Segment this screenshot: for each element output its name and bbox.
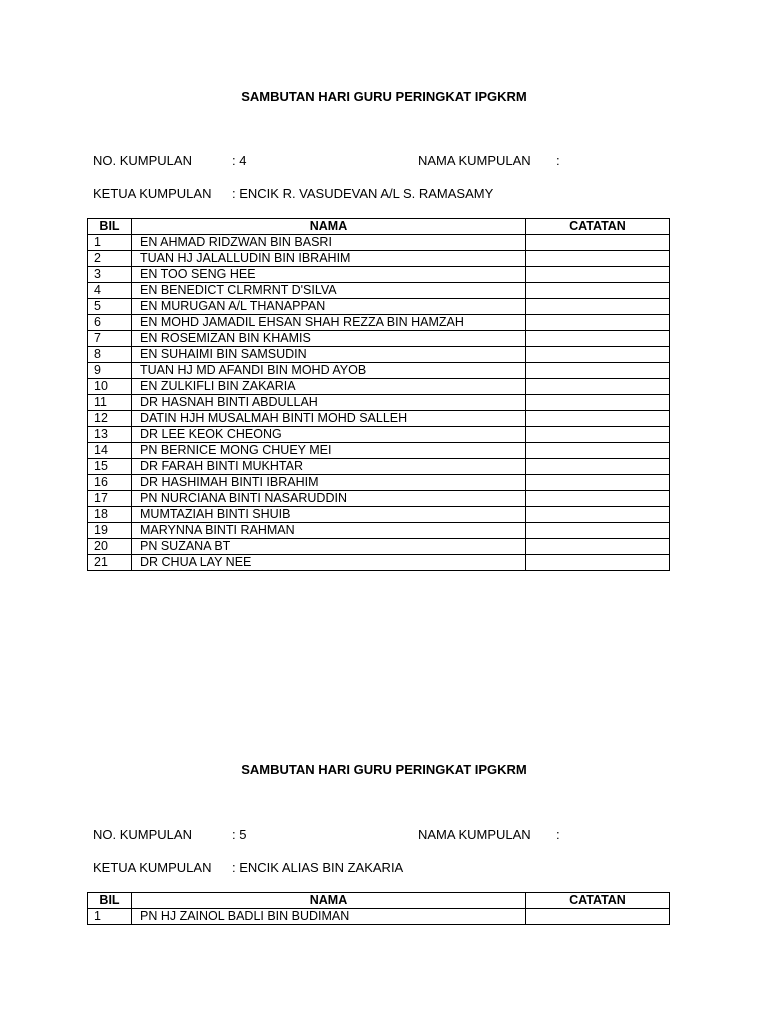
column-header-nama: NAMA xyxy=(132,893,526,909)
cell-nama: DR LEE KEOK CHEONG xyxy=(132,427,526,443)
cell-bil: 21 xyxy=(88,555,132,571)
cell-bil: 18 xyxy=(88,507,132,523)
cell-nama: TUAN HJ JALALLUDIN BIN IBRAHIM xyxy=(132,251,526,267)
cell-bil: 10 xyxy=(88,379,132,395)
table-row xyxy=(88,363,670,379)
table-row xyxy=(88,395,670,411)
ketua-kumpulan-label: KETUA KUMPULAN xyxy=(93,186,212,201)
table-row xyxy=(88,347,670,363)
cell-catatan xyxy=(526,347,670,363)
cell-bil: 15 xyxy=(88,459,132,475)
cell-nama: MARYNNA BINTI RAHMAN xyxy=(132,523,526,539)
cell-catatan xyxy=(526,315,670,331)
ketua-kumpulan-value: : ENCIK R. VASUDEVAN A/L S. RAMASAMY xyxy=(232,186,494,201)
table-row xyxy=(88,491,670,507)
cell-nama: MUMTAZIAH BINTI SHUIB xyxy=(132,507,526,523)
nama-kumpulan-value: : xyxy=(556,827,560,842)
table-header-row xyxy=(88,893,670,909)
ketua-kumpulan-label: KETUA KUMPULAN xyxy=(93,860,212,875)
table-row xyxy=(88,235,670,251)
cell-bil: 20 xyxy=(88,539,132,555)
cell-catatan xyxy=(526,411,670,427)
cell-nama: DATIN HJH MUSALMAH BINTI MOHD SALLEH xyxy=(132,411,526,427)
cell-bil: 13 xyxy=(88,427,132,443)
cell-nama: EN ZULKIFLI BIN ZAKARIA xyxy=(132,379,526,395)
cell-nama: EN TOO SENG HEE xyxy=(132,267,526,283)
cell-bil: 6 xyxy=(88,315,132,331)
no-kumpulan-label: NO. KUMPULAN xyxy=(93,827,192,842)
cell-bil: 3 xyxy=(88,267,132,283)
column-header-nama: NAMA xyxy=(132,219,526,235)
cell-catatan xyxy=(526,491,670,507)
cell-catatan xyxy=(526,459,670,475)
cell-catatan xyxy=(526,395,670,411)
cell-bil: 4 xyxy=(88,283,132,299)
column-header-bil: BIL xyxy=(88,893,132,909)
table-row xyxy=(88,459,670,475)
cell-bil: 16 xyxy=(88,475,132,491)
cell-catatan xyxy=(526,909,670,925)
cell-catatan xyxy=(526,507,670,523)
no-kumpulan-value: : 4 xyxy=(232,153,247,168)
column-header-catatan: CATATAN xyxy=(526,893,670,909)
cell-nama: DR CHUA LAY NEE xyxy=(132,555,526,571)
cell-nama: PN SUZANA BT xyxy=(132,539,526,555)
cell-catatan xyxy=(526,331,670,347)
nama-kumpulan-value: : xyxy=(556,153,560,168)
cell-bil: 14 xyxy=(88,443,132,459)
cell-nama: EN ROSEMIZAN BIN KHAMIS xyxy=(132,331,526,347)
cell-nama: EN AHMAD RIDZWAN BIN BASRI xyxy=(132,235,526,251)
cell-bil: 7 xyxy=(88,331,132,347)
table-row xyxy=(88,299,670,315)
no-kumpulan-label: NO. KUMPULAN xyxy=(93,153,192,168)
cell-catatan xyxy=(526,523,670,539)
cell-catatan xyxy=(526,251,670,267)
document-title: SAMBUTAN HARI GURU PERINGKAT IPGKRM xyxy=(241,89,527,104)
roster-table xyxy=(87,892,670,925)
table-row xyxy=(88,251,670,267)
table-row xyxy=(88,443,670,459)
cell-bil: 8 xyxy=(88,347,132,363)
cell-nama: EN BENEDICT CLRMRNT D'SILVA xyxy=(132,283,526,299)
table-row xyxy=(88,411,670,427)
table-row xyxy=(88,475,670,491)
cell-catatan xyxy=(526,235,670,251)
nama-kumpulan-label: NAMA KUMPULAN xyxy=(418,827,531,842)
cell-bil: 2 xyxy=(88,251,132,267)
cell-bil: 12 xyxy=(88,411,132,427)
table-row xyxy=(88,555,670,571)
table-row xyxy=(88,283,670,299)
cell-nama: TUAN HJ MD AFANDI BIN MOHD AYOB xyxy=(132,363,526,379)
cell-nama: PN BERNICE MONG CHUEY MEI xyxy=(132,443,526,459)
table-row xyxy=(88,331,670,347)
cell-nama: EN SUHAIMI BIN SAMSUDIN xyxy=(132,347,526,363)
cell-bil: 19 xyxy=(88,523,132,539)
table-row xyxy=(88,315,670,331)
table-row xyxy=(88,427,670,443)
cell-catatan xyxy=(526,299,670,315)
cell-bil: 11 xyxy=(88,395,132,411)
cell-bil: 1 xyxy=(88,909,132,925)
column-header-bil: BIL xyxy=(88,219,132,235)
cell-catatan xyxy=(526,539,670,555)
no-kumpulan-value: : 5 xyxy=(232,827,247,842)
cell-bil: 1 xyxy=(88,235,132,251)
table-header-row xyxy=(88,219,670,235)
cell-nama: EN MURUGAN A/L THANAPPAN xyxy=(132,299,526,315)
cell-catatan xyxy=(526,283,670,299)
cell-catatan xyxy=(526,427,670,443)
cell-catatan xyxy=(526,379,670,395)
roster-table xyxy=(87,218,670,571)
table-row xyxy=(88,379,670,395)
column-header-catatan: CATATAN xyxy=(526,219,670,235)
cell-catatan xyxy=(526,443,670,459)
cell-bil: 17 xyxy=(88,491,132,507)
cell-nama: PN NURCIANA BINTI NASARUDDIN xyxy=(132,491,526,507)
table-row xyxy=(88,267,670,283)
cell-catatan xyxy=(526,475,670,491)
table-row xyxy=(88,523,670,539)
nama-kumpulan-label: NAMA KUMPULAN xyxy=(418,153,531,168)
document-title: SAMBUTAN HARI GURU PERINGKAT IPGKRM xyxy=(241,762,527,777)
cell-catatan xyxy=(526,363,670,379)
cell-nama: DR HASHIMAH BINTI IBRAHIM xyxy=(132,475,526,491)
table-row xyxy=(88,539,670,555)
cell-bil: 9 xyxy=(88,363,132,379)
cell-bil: 5 xyxy=(88,299,132,315)
cell-nama: DR HASNAH BINTI ABDULLAH xyxy=(132,395,526,411)
cell-catatan xyxy=(526,555,670,571)
cell-nama: DR FARAH BINTI MUKHTAR xyxy=(132,459,526,475)
cell-catatan xyxy=(526,267,670,283)
cell-nama: EN MOHD JAMADIL EHSAN SHAH REZZA BIN HAMZAH xyxy=(132,315,526,331)
cell-nama: PN HJ ZAINOL BADLI BIN BUDIMAN xyxy=(132,909,526,925)
ketua-kumpulan-value: : ENCIK ALIAS BIN ZAKARIA xyxy=(232,860,404,875)
table-row xyxy=(88,507,670,523)
table-row xyxy=(88,909,670,925)
